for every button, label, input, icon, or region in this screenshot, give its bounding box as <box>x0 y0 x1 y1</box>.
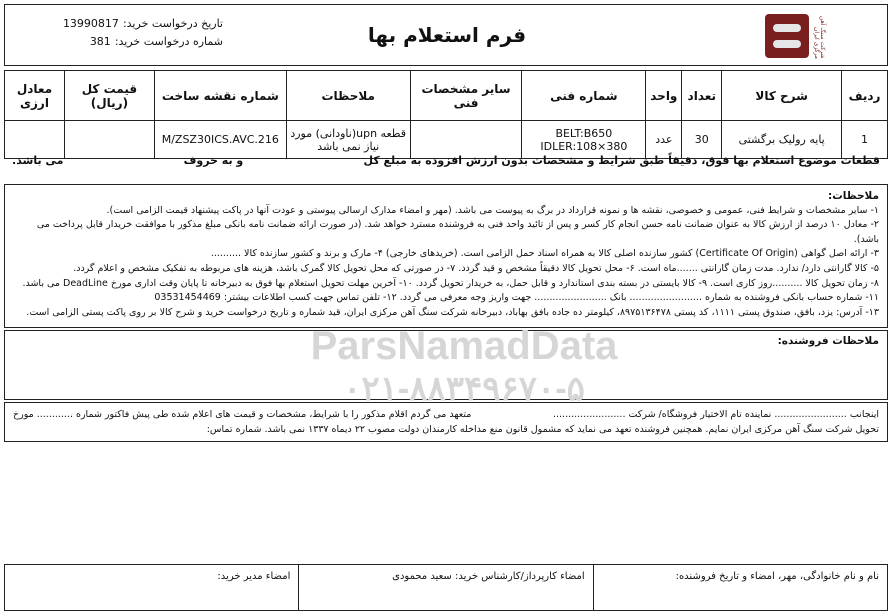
total-line-end: می باشد. <box>12 154 64 167</box>
cell-drawing: M/ZSZ30‌ICS.AVC.216 <box>154 121 286 159</box>
commitment-text-a: اینجانب ........................ نماینده تام الاختیار فروشگاه/ شرکت ........................ <box>552 409 879 420</box>
col-header-drawing: شماره نقشه ساخت <box>154 71 286 121</box>
company-logo <box>765 13 883 59</box>
note-line: ۸- زمان تحویل کالا ..........روز کاری است. ۹- کالا بایستی در بسته بندی استاندارد و قابل حمل، به خریدار تحویل گردد. ۱۰- آخرین مهلت تحویل استعلام بها فوق به دبیرخانه تا پایان وقت اداری مورخ DeadLine می باشد. <box>22 277 879 289</box>
signature-row <box>4 564 888 611</box>
request-date-label: تاریخ درخواست خرید: <box>122 17 223 30</box>
cell-remarks: قطعه upn(ناودانی) مورد نیاز نمی باشد <box>286 121 410 159</box>
col-header-desc: شرح کالا <box>722 71 842 121</box>
col-header-remarks: ملاحظات <box>286 71 410 121</box>
manager-signature[interactable]: امضاء مدیر خرید: <box>217 571 291 582</box>
col-header-unit: واحد <box>646 71 682 121</box>
notes-section <box>4 184 888 328</box>
request-number-value: 381 <box>89 35 111 48</box>
seller-notes-title: ملاحظات فروشنده: <box>777 335 879 347</box>
cell-tech-no-line1: BELT:B650 <box>555 126 613 140</box>
cell-row: 1 <box>842 121 888 159</box>
seller-notes-section[interactable] <box>4 330 888 400</box>
commitment-text-b: متعهد می گردم اقلام مذکور را با شرایط، مشخصات و قیمت های اعلام شده طی پیش فاکتور شماره ............ مورخ <box>13 409 472 420</box>
note-line: ۱- سایر مشخصات و شرایط فنی، عمومی و خصوصی، نقشه ها و نمونه قرارداد در برگ به پیوست می باشد. (مهر و امضاء مدارک ارسالی پیوستی و عودت آنها در پاکت پیشنهاد قیمت الزامی است). <box>106 204 879 216</box>
note-line: ۲- معادل ۱۰ درصد از ارزش کالا به عنوان ضمانت نامه حسن انجام کار کسر و پس از تائید واحد فنی به فروشنده مسترد خواهد شد. (در صورت ارائه ضمانت نامه بانکی مبلغ مذکور با موافقت خریدار قابل پرداخت می باشد). <box>36 219 879 245</box>
form-title: فرم استعلام بها <box>367 23 527 47</box>
cell-unit: عدد <box>646 121 682 159</box>
inquiry-form <box>4 4 888 611</box>
table-row <box>5 121 888 159</box>
note-line: ۱۱- شماره حساب بانکی فروشنده به شماره ........................ بانک ........................ جهت واریز وجه معرفی می گردد. ۱۲- تلفن تماس جهت کسب اطلاعات بیشتر: 03531454469 <box>154 292 879 304</box>
note-line: ۵- کالا گارانتی دارد/ ندارد. مدت زمان گارانتی .......ماه است. ۶- محل تحویل کالا دقیقاً مشخص و قید گردد. ۷- در صورتی که محل تحویل کالا گمرک باشد، هزینه های مربوطه به تفکیک مشخص و اعلام گردد. <box>73 262 879 274</box>
total-line-words: و به حروف <box>183 154 244 167</box>
watermark-brand: ParsNamadData <box>310 324 618 368</box>
commitment-section <box>4 402 888 442</box>
commitment-line-1 <box>13 407 879 422</box>
note-line: ۳- ارائه اصل گواهی (Certificate Of Origin) کشور سازنده اصلی کالا به همراه اسناد حمل الزامی است. (خریدهای خارجی) ۴- مارک و برند و کشور سازنده کالا .......... <box>210 248 879 260</box>
notes-title: ملاحظات: <box>828 190 879 202</box>
request-number-label: شماره درخواست خرید: <box>114 35 223 48</box>
logo-text: شرکت سنگ آهن مرکزی ایران <box>813 16 826 59</box>
items-table <box>4 70 888 159</box>
cell-other-specs <box>410 121 522 159</box>
cell-fx-equivalent[interactable] <box>5 121 65 159</box>
cell-desc: پایه رولیک برگشتی <box>722 121 842 159</box>
total-line-text: قطعات موضوع استعلام بها فوق، دقیقاً طبق شرایط و مشخصات بدون ارزش افزوده به مبلغ کل <box>363 154 880 167</box>
col-header-qty: تعداد <box>682 71 722 121</box>
request-info <box>13 15 223 51</box>
note-line: ۱۳- آدرس: یزد، بافق، صندوق پستی ۱۱۱۱، کد پستی ۸۹۷۵۱۳۶۴۷۸، کیلومتر ده جاده بافق بهاباد، دبیرخانه شرکت سنگ آهن مرکزی ایران، قید شماره و تاریخ درخواست خرید و شرح کالا بر روی پاکت پستی الزامی است. <box>26 306 879 318</box>
col-header-fx-equivalent: معادل ارزی <box>5 71 65 121</box>
cell-tech-no <box>522 121 646 159</box>
watermark-phone: ۰۲۱-۸۸۳۴۹۶۷۰-۵ <box>343 370 585 408</box>
col-header-row: ردیف <box>842 71 888 121</box>
agent-signature[interactable]: امضاء کارپرداز/کارشناس خرید: سعید محمودی <box>298 565 592 610</box>
cell-total-price[interactable] <box>64 121 154 159</box>
request-date-value: 13990817 <box>62 17 119 30</box>
table-header-row <box>5 71 888 121</box>
commitment-line-2: تحویل شرکت سنگ آهن مرکزی ایران نمایم. همچنین فروشنده تعهد می نماید که مشمول قانون منع مداخله کارمندان دولت مصوب ۲۲ دیماه ۱۳۳۷ نمی باشد. شماره تماس: <box>206 424 879 435</box>
cell-tech-no-line2: IDLER:108×380 <box>540 139 628 153</box>
form-header <box>4 4 888 66</box>
col-header-tech-no: شماره فنی <box>522 71 646 121</box>
col-header-total-price: قیمت کل (ریال) <box>64 71 154 121</box>
seller-signature[interactable]: نام و نام خانوادگی، مهر، امضاء و تاریخ فروشنده: <box>593 565 887 610</box>
logo-mark-icon <box>765 14 809 58</box>
col-header-other-specs: سایر مشخصات فنی <box>410 71 522 121</box>
cell-qty: 30 <box>682 121 722 159</box>
total-amount-line <box>4 154 888 167</box>
